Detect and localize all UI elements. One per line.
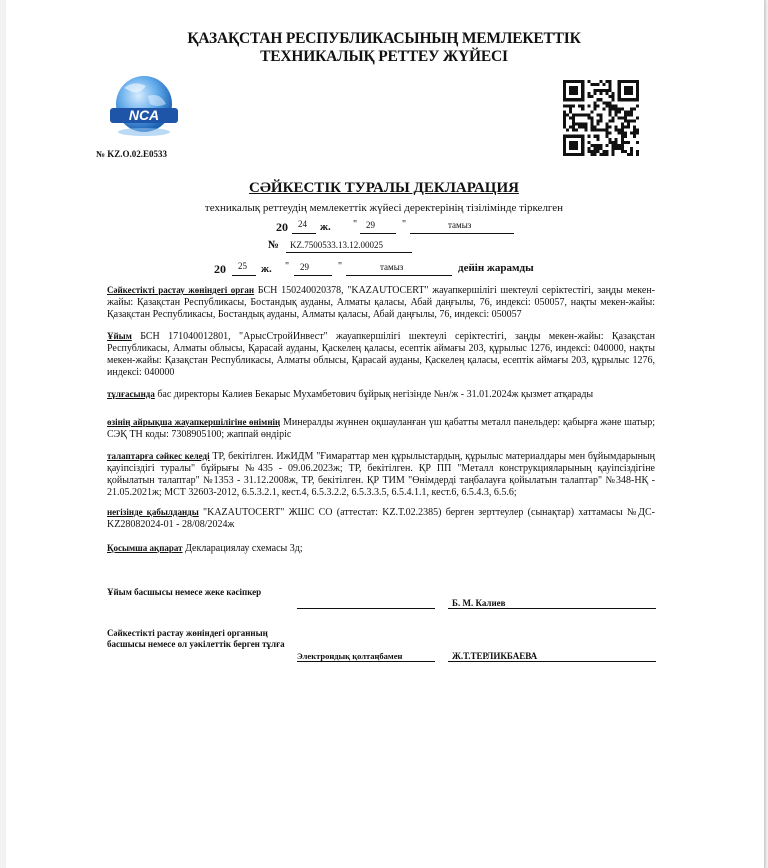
organization-text: БСН 171040012801, "АрысСтройИнвест" жауапкершілігі шектеулі серіктестігі, заңды мекен-жайы: Қазақстан Республикасы, Алматы облысы, Қарасай ауданы, Қаскелең қаласы, есептік аймағы 203, құрылыс 1276, индексі: 040000, нақты мекен-жайы: Қазақстан Республикасы, Алматы облысы, Қарасай ауданы, Қаскелең қаласы, есептік аймағы 203, құрылыс 1276, индексі: 040000 <box>107 331 655 378</box>
valid-date-month: тамыз <box>380 262 404 272</box>
basis-section <box>107 506 655 531</box>
head-signature-label: Ұйым басшысы немесе жеке кәсіпкер <box>107 587 262 597</box>
electronic-signature-text: Электрондық қолтаңбамен <box>297 651 403 661</box>
document-subtitle: техникалық реттеудің мемлекеттік жүйесі деректерінің тізілімінде тіркелген <box>204 202 564 214</box>
additional-info-section <box>107 542 655 555</box>
organization-label: Ұйым <box>107 331 132 341</box>
issue-date-year-suffix: ж. <box>320 221 331 233</box>
product-text: Минералды жүннен оқшауланған үш қабатты металл панельдер: қабырға және шатыр; СЭҚ ТН коды: 7308905100; жаппай өндіріс <box>107 417 655 440</box>
head-name: Б. М. Калиев <box>452 598 506 608</box>
valid-date-prefix: 20 <box>214 262 226 276</box>
document-title: СӘЙКЕСТІК ТУРАЛЫ ДЕКЛАРАЦИЯ <box>249 180 519 196</box>
person-section <box>107 388 655 401</box>
header-line-2: ТЕХНИКАЛЫҚ РЕТТЕУ ЖҮЙЕСІ <box>260 48 508 65</box>
basis-label: негізінде қабылданды <box>107 507 199 517</box>
requirements-section <box>107 450 655 499</box>
issue-date-year: 24 <box>298 219 307 229</box>
additional-info-label: Қосымша ақпарат <box>107 543 183 553</box>
declaration-number: KZ.7500533.13.12.00025 <box>290 240 383 250</box>
issue-date-month: тамыз <box>448 220 472 230</box>
additional-info-text: Декларациялау схемасы 3д; <box>182 543 303 554</box>
certification-body-text: БСН 150240020378, "KAZAUTOCERT" жауапкершілігі шектеулі серіктестігі, заңды мекен-жайы: Қазақстан Республикасы, Бостандық ауданы, Алматы қаласы, Абай даңғылы, 76, индексі: 050057, нақты мекен-жайы: Қазақстан Республикасы, Бостандық ауданы, Алматы қаласы, Абай даңғылы, 76, индексі: 050057 <box>107 285 655 320</box>
product-section <box>107 416 655 441</box>
authorized-signature-label: Сәйкестікті растау жөніндегі органның басшысы немесе ол уәкілеттік берген тұлға <box>107 628 285 649</box>
requirements-text: ТР, бекітілген. ИжИДМ "Ғимараттар мен құрылыстардың, құрылыс материалдары мен бұйымдарының қауіпсіздігі туралы" бұйрығы №435 - 09.06.2023ж; ТР, бекітілген. ҚР ПП "Металл конструкцияларының қауіпсіздігіне қойылатын талаптар" №1353 - 31.12.2008ж, ТР, бекітілген. ҚР ТИМ "Өнімдерді таңбалауға қойылатын талаптар" №348-НҚ - 21.05.2021ж; МСТ 32603-2012, 6.5.3.2.1, кест.4, 6.5.3.2.2, 6.5.3.3.5, 6.5.4.1.1, кест.6, 6.5.4.3, 6.5.6; <box>107 451 655 498</box>
header-line-1: ҚАЗАҚСТАН РЕСПУБЛИКАСЫНЫҢ МЕМЛЕКЕТТІК <box>187 30 581 47</box>
registration-number: № KZ.О.02.Е0533 <box>96 149 168 159</box>
certification-body-label: Сәйкестікті растау жөніндегі орган <box>107 285 255 295</box>
nca-logo-text: NCA <box>128 107 160 123</box>
issue-date-prefix: 20 <box>276 220 288 234</box>
certification-body-section <box>107 284 655 321</box>
declaration-number-label: № <box>268 239 280 251</box>
requirements-label: талаптарға сәйкес келеді <box>107 451 210 461</box>
product-label: өзінің айрықша жауапкершілігіне өнімнің <box>107 417 281 427</box>
valid-date-year: 25 <box>238 261 247 271</box>
issue-date-day: 29 <box>366 220 375 230</box>
organization-section <box>107 330 655 379</box>
person-text: бас директоры Калиев Бекарыс Мухамбетович бұйрық негізінде №н/ж - 31.01.2024ж қызмет атқарады <box>154 389 594 400</box>
nca-logo <box>104 74 184 142</box>
authorized-name: Ж.Т.ТЕРЛИКБАЕВА <box>452 651 538 661</box>
qr-code <box>563 80 639 156</box>
valid-date-suffix: дейін жарамды <box>458 262 534 274</box>
person-label: тұлғасында <box>107 389 155 399</box>
valid-date-year-suffix: ж. <box>261 263 272 275</box>
valid-date-day: 29 <box>300 262 309 272</box>
basis-text: "KAZAUTOCERT" ЖШС СО (аттестат: KZ.Т.02.2385) берген зерттеулер (сынақтар) хаттамасы №ДС-KZ28082024-01 - 28/08/2024ж <box>107 507 655 530</box>
